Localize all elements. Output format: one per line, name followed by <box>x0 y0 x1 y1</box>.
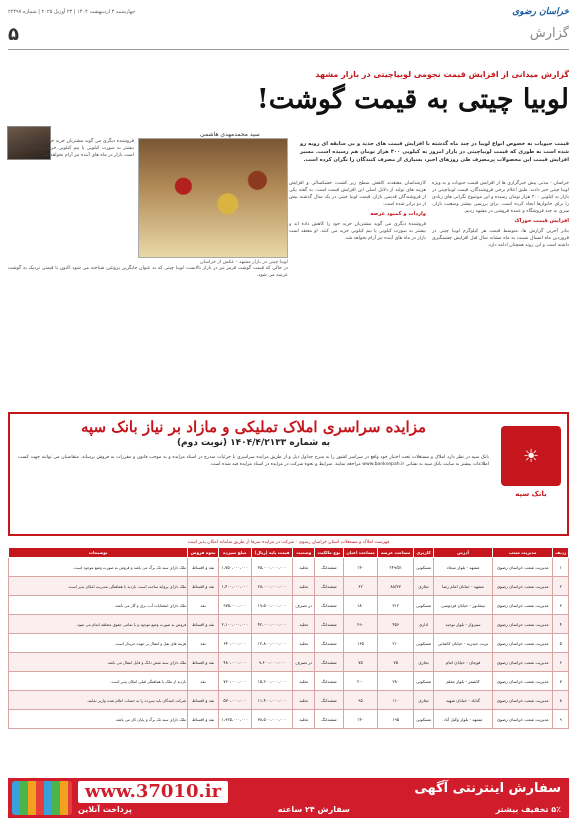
table-cell: تخلیه <box>293 615 315 634</box>
table-cell: مدیریت شعب خراسان رضوی <box>493 653 553 672</box>
table-cell: تخلیه <box>293 691 315 710</box>
table-cell: مشهد - خیابان امام رضا <box>434 577 493 596</box>
col-1-text-2: بنابر آخرین گزارش ها، متوسط قیمت هر کیلوگرم لوبیا چیتی در فروردین ماه امسال نسبت به ماه مشابه سال قبل افزایش چشمگیری داشته است و این روند همچنان ادامه دارد. <box>432 229 569 248</box>
table-cell: ۳۱۲ <box>378 596 414 615</box>
bank-name: بانک سپه <box>515 490 547 498</box>
col-3-text: در حالی که قیمت گوشت قرمز نیز در بازار بالاست، لوبیا چیتی که به عنوان جایگزین پروتئین شناخته می شود اکنون با قیمتی نزدیک به گوشت عرضه می شود. <box>8 266 288 278</box>
ad-pay: پرداخت آنلاین <box>78 805 132 814</box>
table-cell: اداری <box>414 615 434 634</box>
table-note: فهرست املاک و مستغلات استان خراسان رضوی - شرکت در مزایده صرفا از طریق سامانه امکان پذیر است <box>187 540 390 545</box>
table-cell: تجاری <box>414 653 434 672</box>
ad-website[interactable]: www.37010.ir <box>78 781 228 803</box>
table-body <box>9 558 569 729</box>
table-cell: نقد <box>188 634 219 653</box>
article-lead: قیمت حبوبات به خصوص انواع لوبیا در چند ماه گذشته با افزایش قیمت های جدید و بی سابقه ای روبه رو شده است به طوری که قیمت لوبیاچیتی در بازار امروز به کیلویی ۴۰۰ هزار تومان هم رسیده است. مسیر افزایش قیمت این محصولات پرمصرف طی روزهای اخیر، بسیاری از مصرف کنندگان را نگران کرده است. <box>300 141 569 163</box>
table-cell: ۷۶۰،۰۰۰،۰۰۰ <box>219 672 252 691</box>
bank-emblem-icon: ☀ <box>501 426 561 486</box>
table-cell: ۱،۹۲۵،۰۰۰،۰۰۰ <box>219 710 252 729</box>
ad-slogan: سفارش اینترنتی آگهی <box>414 781 561 796</box>
table-row <box>9 710 569 729</box>
table-cell: فروش به صورت وضع موجود و با تمامی حقوق متعلقه انجام می شود. <box>9 615 188 634</box>
table-cell: ششدانگ <box>315 710 344 729</box>
table-header-cell: آدرس <box>434 548 493 558</box>
article-col-3 <box>8 265 288 385</box>
table-cell: مدیریت شعب خراسان رضوی <box>493 691 553 710</box>
table-cell: ۳ <box>553 596 569 615</box>
table-cell: ۲۰۰ <box>343 672 378 691</box>
table-cell: قوچان - خیابان امام <box>434 653 493 672</box>
table-row <box>9 558 569 577</box>
table-cell: نقد و اقساط <box>188 615 219 634</box>
table-cell: سبزوار - بلوار توحید <box>434 615 493 634</box>
table-cell: مدیریت شعب خراسان رضوی <box>493 558 553 577</box>
table-cell: تخلیه <box>293 577 315 596</box>
table-cell: مدیریت شعب خراسان رضوی <box>493 615 553 634</box>
ad-subtitle: به شماره ۱۴۰۴/۴/۲۱۳۳ (نوبت دوم) <box>176 438 331 448</box>
table-cell: تجاری <box>414 691 434 710</box>
table-cell: ششدانگ <box>315 577 344 596</box>
table-cell: ۴۲،۰۰۰،۰۰۰،۰۰۰ <box>251 615 293 634</box>
table-cell: تخلیه <box>293 710 315 729</box>
table-cell: تربت حیدریه - خیابان کاشانی <box>434 634 493 653</box>
auction-ad <box>8 412 569 536</box>
table-cell: ۱۵،۲۰۰،۰۰۰،۰۰۰ <box>251 672 293 691</box>
table-header-row <box>9 548 569 558</box>
table-cell: ملک دارای پروانه ساخت است. بازدید با هماهنگی مدیریت امکان پذیر است. <box>9 577 188 596</box>
table-cell: ۱۴۰ <box>343 710 378 729</box>
table-cell: نقد <box>188 596 219 615</box>
article-col-4 <box>8 138 134 258</box>
table-cell: نقد و اقساط <box>188 653 219 672</box>
market-photo <box>138 138 288 258</box>
table-cell: ۱۲،۸۰۰،۰۰۰،۰۰۰ <box>251 634 293 653</box>
table-cell: ۱،۴۰۰،۰۰۰،۰۰۰ <box>219 577 252 596</box>
table-cell: ششدانگ <box>315 596 344 615</box>
table-header-cell: مساحت اعیان <box>343 548 378 558</box>
table-cell: ۱ <box>553 558 569 577</box>
table-cell: تخلیه <box>293 558 315 577</box>
table-cell: ۱،۷۵۰،۰۰۰،۰۰۰ <box>219 558 252 577</box>
ad-hours: سفارش ۲۴ ساعته <box>277 805 350 814</box>
table-cell: مسکونی <box>414 634 434 653</box>
table-cell: نیشابور - خیابان فردوسی <box>434 596 493 615</box>
table-cell: مدیریت شعب خراسان رضوی <box>493 672 553 691</box>
ad-title: مزایده سراسری املاک تملیکی و مازاد بر نیاز بانک سپه <box>80 418 427 436</box>
table-row <box>9 691 569 710</box>
table-cell: مسکونی <box>414 596 434 615</box>
photo-caption: لوبیا چیتی در بازار مشهد - عکس از خراسان <box>200 260 288 265</box>
table-cell: ششدانگ <box>315 653 344 672</box>
table-cell: ۵۷۰،۰۰۰،۰۰۰ <box>219 691 252 710</box>
table-header-cell: نوع مالکیت <box>315 548 344 558</box>
table-cell: ۱۴۰ <box>343 558 378 577</box>
table-cell: مسکونی <box>414 672 434 691</box>
table-cell: مدیریت شعب خراسان رضوی <box>493 710 553 729</box>
app-icons <box>12 781 72 815</box>
table-cell: ششدانگ <box>315 672 344 691</box>
table-cell: در تصرف <box>293 653 315 672</box>
table-cell: ۲۸۰ <box>378 672 414 691</box>
table-cell: ۱۱۰ <box>378 691 414 710</box>
table-cell: تخلیه <box>293 672 315 691</box>
table-cell: ملک دارای سند تک برگ و پایان کار می باشد. <box>9 710 188 729</box>
col-1-text: خراسان - مدتی پیش خبرگزاری ها از افزایش قیمت حبوبات و به ویژه لوبیا چیتی خبر دادند. طبق اعلام برخی فروشندگان، قیمت لوبیاچیتی در بازار به کیلویی ۴۰۰ هزار تومان رسیده و این موضوع نگرانی های زیادی را برای خانوارها ایجاد کرده است. برای بررسی بیشتر وضعیت بازار، سری به چند فروشگاه و عمده فروشی در مشهد زدیم. <box>432 181 569 214</box>
table-row <box>9 634 569 653</box>
table-cell: ملک دارای انشعابات آب، برق و گاز می باشد. <box>9 596 188 615</box>
table-cell: ۷۵ <box>378 653 414 672</box>
table-cell: ۳۸،۵۰۰،۰۰۰،۰۰۰ <box>251 710 293 729</box>
table-cell: ۲۹۰ <box>343 615 378 634</box>
article-kicker: گزارش میدانی از افزایش قیمت نجومی لوبیاچیتی در بازار مشهد <box>315 70 569 79</box>
table-cell: ۹۷۵،۰۰۰،۰۰۰ <box>219 596 252 615</box>
table-cell: نقد و اقساط <box>188 558 219 577</box>
article-headline: لوبیا چیتی به قیمت گوشت! <box>256 84 569 115</box>
table-cell: ۲۸،۰۰۰،۰۰۰،۰۰۰ <box>251 577 293 596</box>
newspaper-logo: خراسان رضوی <box>512 7 569 17</box>
bottom-ad <box>8 778 569 818</box>
table-cell: ششدانگ <box>315 634 344 653</box>
table-cell: ۵ <box>553 634 569 653</box>
table-header-cell: توضیحات <box>9 548 188 558</box>
table-row <box>9 577 569 596</box>
table-cell: کاشمر - بلوار معلم <box>434 672 493 691</box>
table-cell: ۹،۶۰۰،۰۰۰،۰۰۰ <box>251 653 293 672</box>
section-title: گزارش <box>529 26 569 41</box>
table-cell: ۸ <box>553 691 569 710</box>
table-cell: ششدانگ <box>315 615 344 634</box>
table-cell: ۲،۱۰۰،۰۰۰،۰۰۰ <box>219 615 252 634</box>
table-cell: ۴۵۶ <box>378 615 414 634</box>
ad-discount: ۵٪ تخفیف بیشتر <box>495 805 561 814</box>
table-cell: ۹۵ <box>343 691 378 710</box>
table-header-cell: کاربری <box>414 548 434 558</box>
table-cell: ۶۲ <box>343 577 378 596</box>
table-cell: نقد <box>188 672 219 691</box>
table-row <box>9 596 569 615</box>
table-cell: گناباد - خیابان شهید <box>434 691 493 710</box>
table-cell: شرکت کنندگان باید سپرده را به حساب اعلام شده واریز نمایند. <box>9 691 188 710</box>
table-header-cell: مدیریت شعب <box>493 548 553 558</box>
table-cell: ۲۱۰ <box>378 634 414 653</box>
table-cell: مشهد - بلوار وکیل آباد <box>434 710 493 729</box>
auction-table <box>8 547 569 729</box>
page-header <box>8 26 569 50</box>
table-header-cell: نحوه فروش <box>188 548 219 558</box>
article-columns-left <box>8 265 288 385</box>
table-cell: ۴۸۰،۰۰۰،۰۰۰ <box>219 653 252 672</box>
table-header-cell: مساحت عرصه <box>378 548 414 558</box>
table-row <box>9 615 569 634</box>
table-row <box>9 672 569 691</box>
table-cell: مسکونی <box>414 710 434 729</box>
table-cell: ۹ <box>553 710 569 729</box>
table-cell: نقد و اقساط <box>188 691 219 710</box>
table-cell: ۴ <box>553 615 569 634</box>
table-cell: ۳۵،۰۰۰،۰۰۰،۰۰۰ <box>251 558 293 577</box>
col-2-text: کارشناسان معتقدند کاهش سطح زیر کشت، خشکسالی و افزایش هزینه های تولید از دلایل اصلی این افزایش قیمت است. به گفته یکی از فروشندگان قدیمی بازار، قیمت لوبیا چیتی در یک سال گذشته بیش از دو برابر شده است. <box>289 181 426 207</box>
table-cell: مسکونی <box>414 558 434 577</box>
table-cell: ملک دارای سند تک برگ می باشد و فروش به صورت وضع موجود است. <box>9 558 188 577</box>
table-cell: ششدانگ <box>315 558 344 577</box>
table-cell: مدیریت شعب خراسان رضوی <box>493 577 553 596</box>
table-cell: ۱۶۵ <box>343 634 378 653</box>
table-cell: ملک دارای سند شش دانگ و قابل انتقال می باشد. <box>9 653 188 672</box>
table-cell: ۱۹،۵۰۰،۰۰۰،۰۰۰ <box>251 596 293 615</box>
col-1-subhead: افزایش قیمت خوراک <box>514 218 569 224</box>
table-cell: نقد و اقساط <box>188 710 219 729</box>
table-cell: ۷۵ <box>343 653 378 672</box>
issue-date: چهارشنبه ۳ اردیبهشت ۱۴۰۴ | ۲۳ آوریل ۲۰۲۵ | شماره ۲۲۴۹۷ <box>8 9 136 15</box>
table-cell: ۶۴۰،۰۰۰،۰۰۰ <box>219 634 252 653</box>
auction-table-wrap <box>8 540 569 770</box>
article-columns-far-left <box>8 138 134 258</box>
table-cell: تجاری <box>414 577 434 596</box>
table-cell: هزینه های نقل و انتقال بر عهده خریدار است. <box>9 634 188 653</box>
table-cell: ۱۸۰ <box>343 596 378 615</box>
ad-features <box>78 805 561 814</box>
table-row <box>9 653 569 672</box>
table-cell: تخلیه <box>293 634 315 653</box>
article-byline: سید محمدمهدی هاشمی <box>200 131 260 138</box>
table-cell: ۱۹۵ <box>378 710 414 729</box>
table-header-cell: ردیف <box>553 548 569 558</box>
masthead <box>8 6 569 18</box>
table-cell: مدیریت شعب خراسان رضوی <box>493 596 553 615</box>
table-cell: در تصرف <box>293 596 315 615</box>
col-2-text-2: فروشنده دیگری می گوید مشتریان خرید خود را کاهش داده اند و بیشتر به صورت کیلویی یا نیم کیلویی خرید می کنند. او معتقد است بازار در ماه های آینده نیز آرام نخواهد شد. <box>289 222 426 241</box>
table-cell: ۲۴۹/۵۱ <box>378 558 414 577</box>
table-cell: مدیریت شعب خراسان رضوی <box>493 634 553 653</box>
col-4-text: فروشنده دیگری می گوید مشتریان خرید خود را کاهش داده اند و بیشتر به صورت کیلویی یا نیم کیلویی خرید می کنند. او معتقد است بازار در ماه های آینده نیز آرام نخواهد شد. <box>8 139 134 158</box>
table-cell: ۶ <box>553 653 569 672</box>
table-cell: ۸۸/۳۷ <box>378 577 414 596</box>
table-cell: مشهد - بلوار سجاد <box>434 558 493 577</box>
table-header-cell: قیمت پایه (ریال) <box>251 548 293 558</box>
page-number: ۵ <box>8 24 19 45</box>
table-cell: ۲ <box>553 577 569 596</box>
col-2-subhead: واردات و کمبود عرضه <box>370 211 426 217</box>
table-cell: ۷ <box>553 672 569 691</box>
table-cell: ششدانگ <box>315 691 344 710</box>
table-cell: نقد و اقساط <box>188 577 219 596</box>
table-header-cell: مبلغ سپرده <box>219 548 252 558</box>
table-cell: ۱۱،۴۰۰،۰۰۰،۰۰۰ <box>251 691 293 710</box>
table-header-cell: وضعیت <box>293 548 315 558</box>
ad-body: بانک سپه در نظر دارد املاک و مستغلات تحت اختیار خود واقع در سراسر کشور را به شرح جداول ذیل و از طریق مزایده سراسری با جزئیات مندرج در اسناد مزایده و به موجب قانون و مقررات به فروش برساند. متقاضیان می توانند جهت کسب اطلاعات بیشتر به سایت بانک سپه به نشانی www.banksepah.ir مراجعه نمایند. شرایط و نحوه شرکت در مزایده در اسناد مزایده قید شده است. <box>18 455 489 467</box>
table-cell: بازدید از ملک با هماهنگی قبلی امکان پذیر است. <box>9 672 188 691</box>
